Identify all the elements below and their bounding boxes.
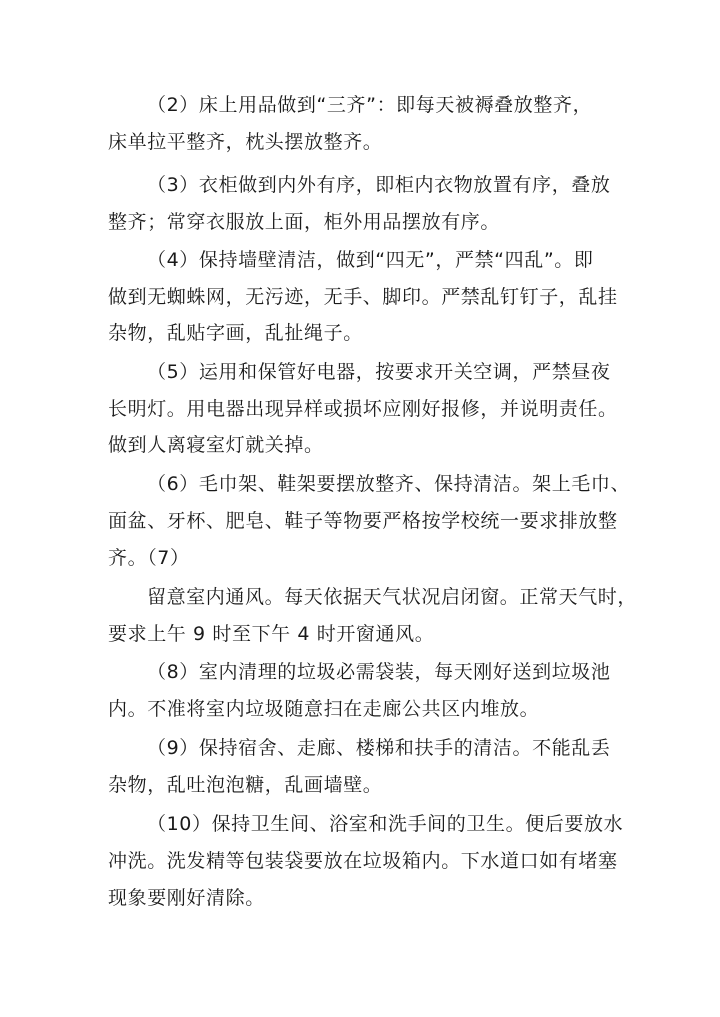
text-line: 杂物，乱贴字画，乱扯绳子。	[108, 322, 363, 344]
text-line: （2）床上用品做到“三齐”：即每天被褥叠放整齐，	[147, 94, 593, 116]
text-line: 内。不准将室内垃圾随意扫在走廊公共区内堆放。	[108, 698, 540, 720]
text-line: 床单拉平整齐，枕头摆放整齐。	[108, 131, 383, 153]
text-line: 整齐；常穿衣服放上面，柜外用品摆放有序。	[108, 211, 501, 233]
text-line: 做到人离寝室灯就关掉。	[108, 434, 324, 456]
text-line: 留意室内通风。每天依据天气状况启闭窗。正常天气时，	[147, 586, 638, 608]
text-line: 面盆、牙杯、肥皂、鞋子等物要严格按学校统一要求排放整	[108, 510, 618, 532]
text-line: 做到无蜘蛛网，无污迹，无手、脚印。严禁乱钉钉子，乱挂	[108, 286, 618, 308]
text-line: 要求上午 9 时至下午 4 时开窗通风。	[108, 623, 435, 645]
text-line: （9）保持宿舍、走廊、楼梯和扶手的清洁。不能乱丢	[147, 737, 611, 759]
text-line: （6）毛巾架、鞋架要摆放整齐、保持清洁。架上毛巾、	[147, 473, 631, 495]
text-line: （5）运用和保管好电器，按要求开关空调，严禁昼夜	[147, 361, 611, 383]
text-line: （4）保持墙壁清洁，做到“四无”，严禁“四乱”。即	[147, 249, 594, 271]
text-line: 齐。（7）	[108, 547, 190, 569]
text-line: （10）保持卫生间、浴室和洗手间的卫生。便后要放水	[147, 813, 624, 835]
text-line: 现象要刚好清除。	[108, 887, 265, 909]
text-line: （8）室内清理的垃圾必需袋装，每天刚好送到垃圾池	[147, 661, 611, 683]
text-line: （3）衣柜做到内外有序，即柜内衣物放置有序，叠放	[147, 174, 611, 196]
text-line: 冲洗。洗发精等包装袋要放在垃圾箱内。下水道口如有堵塞	[108, 850, 618, 872]
text-line: 杂物，乱吐泡泡糖，乱画墙壁。	[108, 774, 383, 796]
text-line: 长明灯。用电器出现异样或损坏应刚好报修，并说明责任。	[108, 398, 618, 420]
